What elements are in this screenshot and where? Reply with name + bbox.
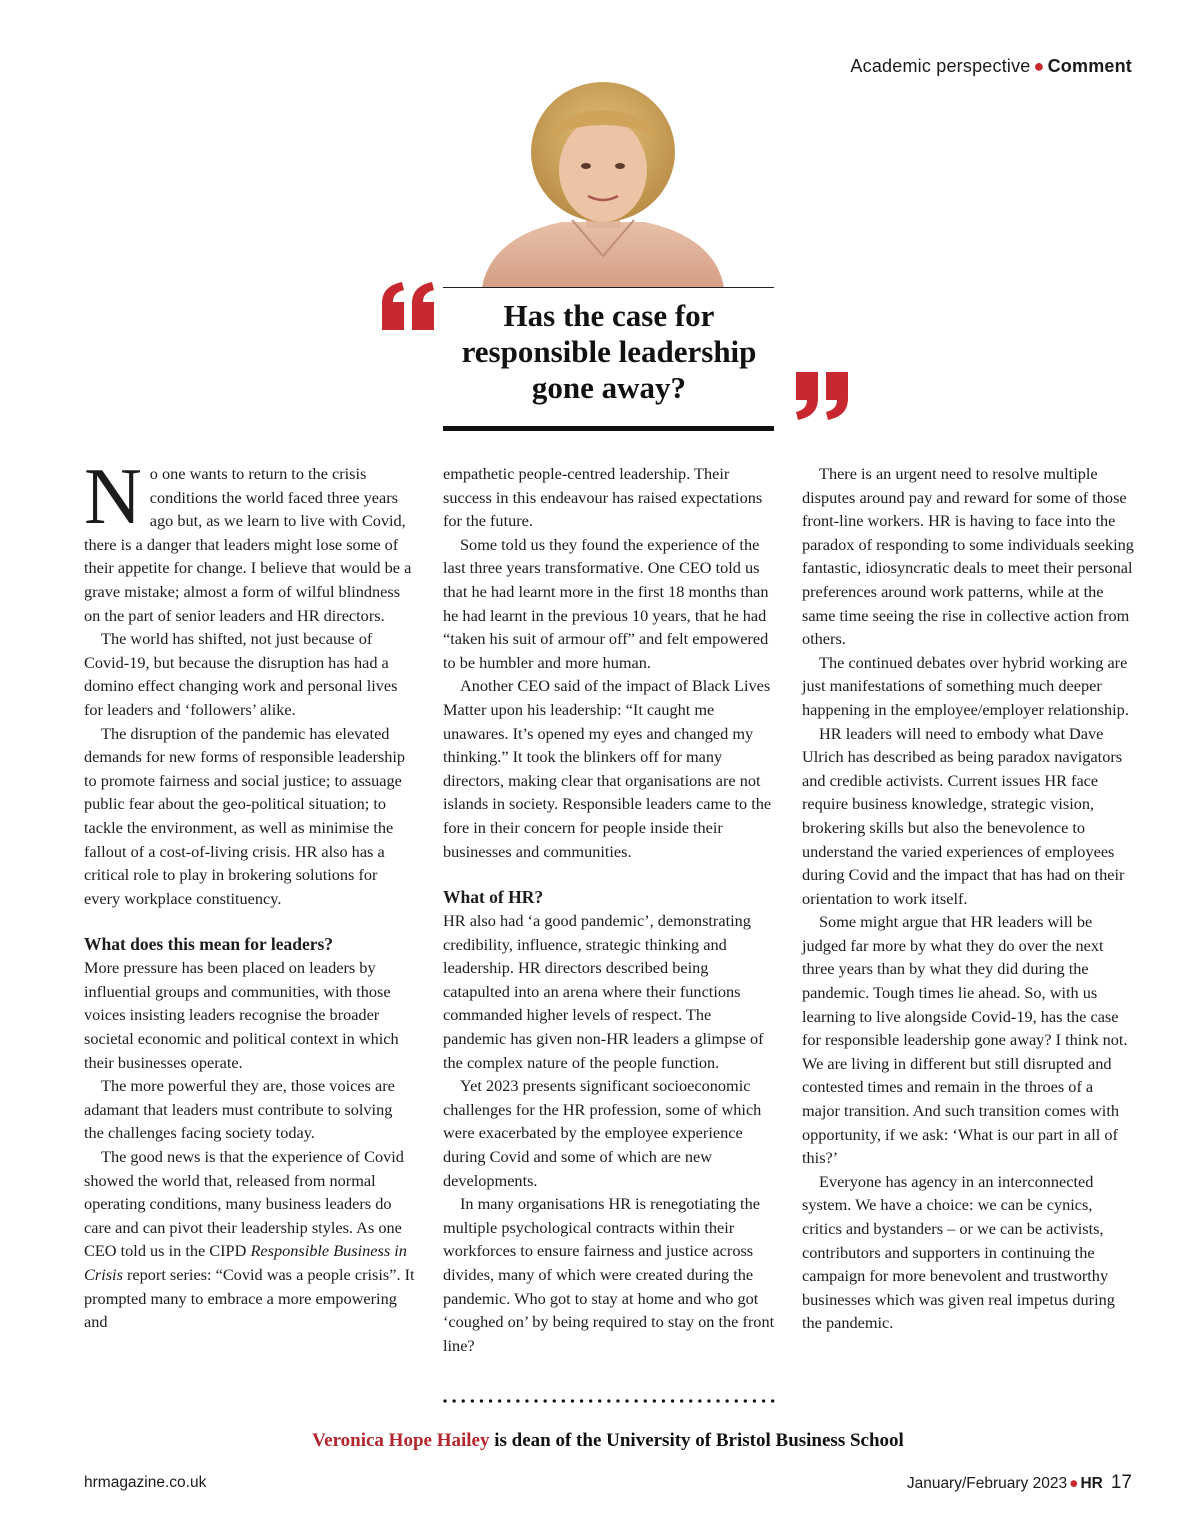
report-title: Responsible Business in Crisis — [84, 1241, 407, 1284]
paragraph: Some might argue that HR leaders will be judged far more by what they do over the next three years than by what they did during the pandemic. Tough times lie ahead. So, with us learning to live alongside Covid-19, has the case for responsible leadership gone away? I think not. We are living in different but still disrupted and contested times and remain in the throes of a major transition. And such transition comes with opportunity, if we ask: ‘What is our part in all of this?’ — [802, 912, 1128, 1168]
footer-website: hrmagazine.co.uk — [84, 1474, 207, 1491]
subheading: What does this mean for leaders? — [84, 934, 334, 955]
article-column-3 — [802, 462, 1134, 1335]
close-quote-icon — [790, 368, 852, 420]
quote-rule-bottom — [443, 426, 774, 431]
quote-rule-top — [443, 287, 774, 288]
paragraph: The continued debates over hybrid working are just manifestations of something much deeper happening in the employee/employer relationship. — [802, 652, 1129, 719]
author-role: is dean of the University of Bristol Business School — [489, 1430, 904, 1451]
paragraph: The more powerful they are, those voices are adamant that leaders must contribute to solving the challenges facing society today. — [84, 1076, 395, 1143]
paragraph: Yet 2023 presents significant socioeconomic challenges for the HR profession, some of which were exacerbated by the employee experience during Covid and some of which are new developments. — [443, 1076, 762, 1190]
paragraph: Another CEO said of the impact of Black Lives Matter upon his leadership: “It caught me unawares. It’s opened my eyes and changed my thinking.” It took the blinkers off for many directors, making clear that organisations are not islands in society. Responsible leaders came to the fore in their concern for people inside their businesses and communities. — [443, 676, 772, 861]
paragraph: There is an urgent need to resolve multiple disputes around pay and reward for some of those front-line workers. HR is having to face into the paradox of responding to some individuals seeking fantastic, idiosyncratic deals to meet their personal preferences around work patterns, while at the same time seeing the rise in collective action from others. — [802, 464, 1134, 649]
paragraph: The disruption of the pandemic has elevated demands for new forms of responsible leadership to promote fairness and social justice; to assuage public fear about the geo-political situation; to tackle the environment, as well as minimise the fallout of a cost-of-living crisis. HR also has a critical role to play in brokering solutions for every workplace constituency. — [84, 723, 406, 908]
paragraph: In many organisations HR is renegotiating the multiple psychological contracts within their workforces to ensure fairness and justice across divides, many of which were created during the pandemic. Who got to stay at home and who got ‘coughed on’ by being required to stay on the front line? — [443, 1194, 775, 1355]
paragraph: Everyone has agency in an interconnected system. We have a choice: we can be cynics, critics and bystanders – or we can be activists, contributors and supporters in continuing the campaign for more benevolent and trustworthy businesses which was given real impetus during the pandemic. — [802, 1171, 1115, 1333]
paragraph: empathetic people-centred leadership. Their success in this endeavour has raised expectations for the future. — [443, 464, 763, 531]
article-column-2 — [443, 462, 775, 1357]
bullet-dot-icon: ● — [1069, 1475, 1079, 1492]
author-name: Veronica Hope Hailey — [312, 1430, 490, 1451]
category-label: Comment — [1047, 56, 1132, 76]
author-portrait — [462, 80, 744, 288]
section-label: Academic perspective — [850, 56, 1031, 76]
section-header — [850, 56, 1132, 77]
bullet-dot-icon: ● — [1033, 56, 1045, 76]
article-column-1 — [84, 453, 416, 1334]
drop-cap: N — [84, 453, 142, 541]
dotted-divider — [443, 1398, 776, 1404]
issue-date: January/February 2023 — [906, 1475, 1068, 1492]
paragraph: HR also had ‘a good pandemic’, demonstrating credibility, influence, strategic thinking and leadership. HR directors described being catapulted into an arena where their functions commanded higher levels of respect. The pandemic has given non-HR leaders a glimpse of the complex nature of the people function. — [443, 911, 764, 1072]
footer-issue-info — [907, 1472, 1132, 1494]
author-bio — [0, 1430, 1200, 1452]
paragraph: The world has shifted, not just because of Covid-19, but because the disruption has had a domino effect changing work and personal lives for leaders and ‘followers’ alike. — [84, 629, 398, 719]
subheading: What of HR? — [443, 887, 544, 908]
brand-label: HR — [1080, 1475, 1103, 1492]
paragraph: No one wants to return to the crisis conditions the world faced three years ago but, as we learn to live with Covid, there is a danger that leaders might lose some of their appetite for change. I believe that would be a grave mistake; almost a form of wilful blindness on the part of senior leaders and HR directors. — [84, 453, 412, 625]
paragraph: HR leaders will need to embody what Dave Ulrich has described as being paradox navigators and credible activists. Current issues HR face require business knowledge, strategic vision, brokering skills but also the benevolence to understand the varied experiences of employees during Covid and the impact that has had on their orientation to work itself. — [802, 723, 1125, 908]
paragraph: The good news is that the experience of Covid showed the world that, released from normal operating conditions, many business leaders do care and can pivot their leadership styles. As one CEO told us in the CIPD Responsible Business in Crisis report series: “Covid was a people crisis”. It prompted many to embrace a more empowering and — [84, 1147, 415, 1332]
headline: Has the case for responsible leadership gone away? — [461, 298, 757, 405]
paragraph: Some told us they found the experience of the last three years transformative. One CEO told us that he had learnt more in the first 18 months than he had learnt in the previous 10 years, that he had “taken his suit of armour off” and felt empowered to be humbler and more human. — [443, 534, 769, 672]
paragraph: More pressure has been placed on leaders by influential groups and communities, with those voices insisting leaders recognise the broader societal economic and political context in which their businesses operate. — [84, 958, 399, 1072]
page-number: 17 — [1110, 1472, 1132, 1493]
